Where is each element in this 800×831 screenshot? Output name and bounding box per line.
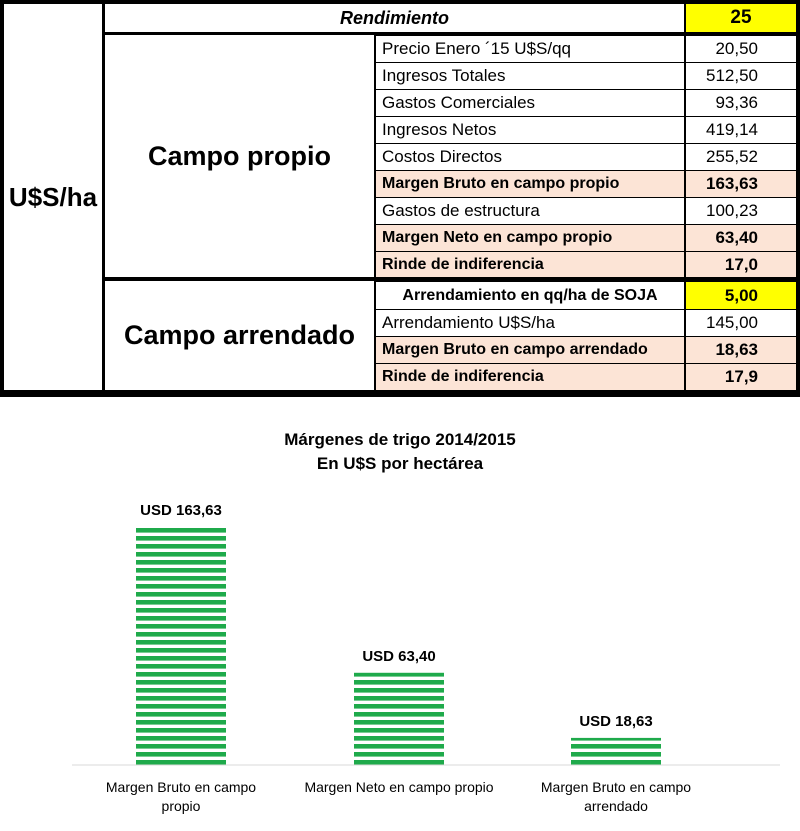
category-label-1: Margen Neto en campo propio: [304, 779, 494, 795]
row-value: 419,14: [686, 117, 796, 143]
row-value-highlight: 163,63: [686, 171, 796, 197]
row-label: Arrendamiento en qq/ha de SOJA: [376, 282, 684, 309]
row-value-highlight: 5,00: [686, 282, 796, 309]
row-label-highlight: Margen Neto en campo propio: [376, 225, 684, 251]
campo-propio-title: Campo propio: [105, 35, 374, 277]
data-label-2: USD 18,63: [579, 712, 653, 730]
category-label-0: Margen Bruto en campo propio: [105, 779, 257, 814]
row-label: Gastos de estructura: [376, 198, 684, 224]
row-value-highlight: 17,0: [686, 252, 796, 277]
chart-subtitle: En U$S por hectárea: [316, 454, 484, 473]
row-value-highlight: 17,9: [686, 364, 796, 390]
rendimiento-value: 25: [686, 4, 796, 32]
row-label: Costos Directos: [376, 144, 684, 170]
row-label: Gastos Comerciales: [376, 90, 684, 116]
bar-2: [571, 738, 661, 765]
campo-arrendado-title: Campo arrendado: [105, 281, 374, 390]
rendimiento-label: Rendimiento: [105, 4, 684, 32]
row-label: Ingresos Netos: [376, 117, 684, 143]
row-label: Arrendamiento U$S/ha: [376, 310, 684, 336]
row-value: 100,23: [686, 198, 796, 224]
category-label-2: Margen Bruto en campo arrendado: [540, 779, 692, 814]
row-value: 512,50: [686, 63, 796, 89]
row-value-highlight: 18,63: [686, 337, 796, 363]
row-value: 93,36: [686, 90, 796, 116]
chart-title: Márgenes de trigo 2014/2015: [284, 430, 516, 449]
row-label-highlight: Margen Bruto en campo propio: [376, 171, 684, 197]
row-label-highlight: Rinde de indiferencia: [376, 364, 684, 390]
data-label-1: USD 63,40: [362, 647, 436, 665]
bar-1: [354, 673, 444, 765]
row-value: 255,52: [686, 144, 796, 170]
data-label-0: USD 163,63: [140, 502, 222, 519]
row-value-highlight: 63,40: [686, 225, 796, 251]
row-label: Ingresos Totales: [376, 63, 684, 89]
unit-label: U$S/ha: [4, 4, 102, 390]
row-label-highlight: Rinde de indiferencia: [376, 252, 684, 277]
row-label-highlight: Margen Bruto en campo arrendado: [376, 337, 684, 363]
row-value: 20,50: [686, 36, 796, 62]
bar-0: [136, 527, 226, 765]
row-label: Precio Enero ´15 U$S/qq: [376, 36, 684, 62]
row-value: 145,00: [686, 310, 796, 336]
